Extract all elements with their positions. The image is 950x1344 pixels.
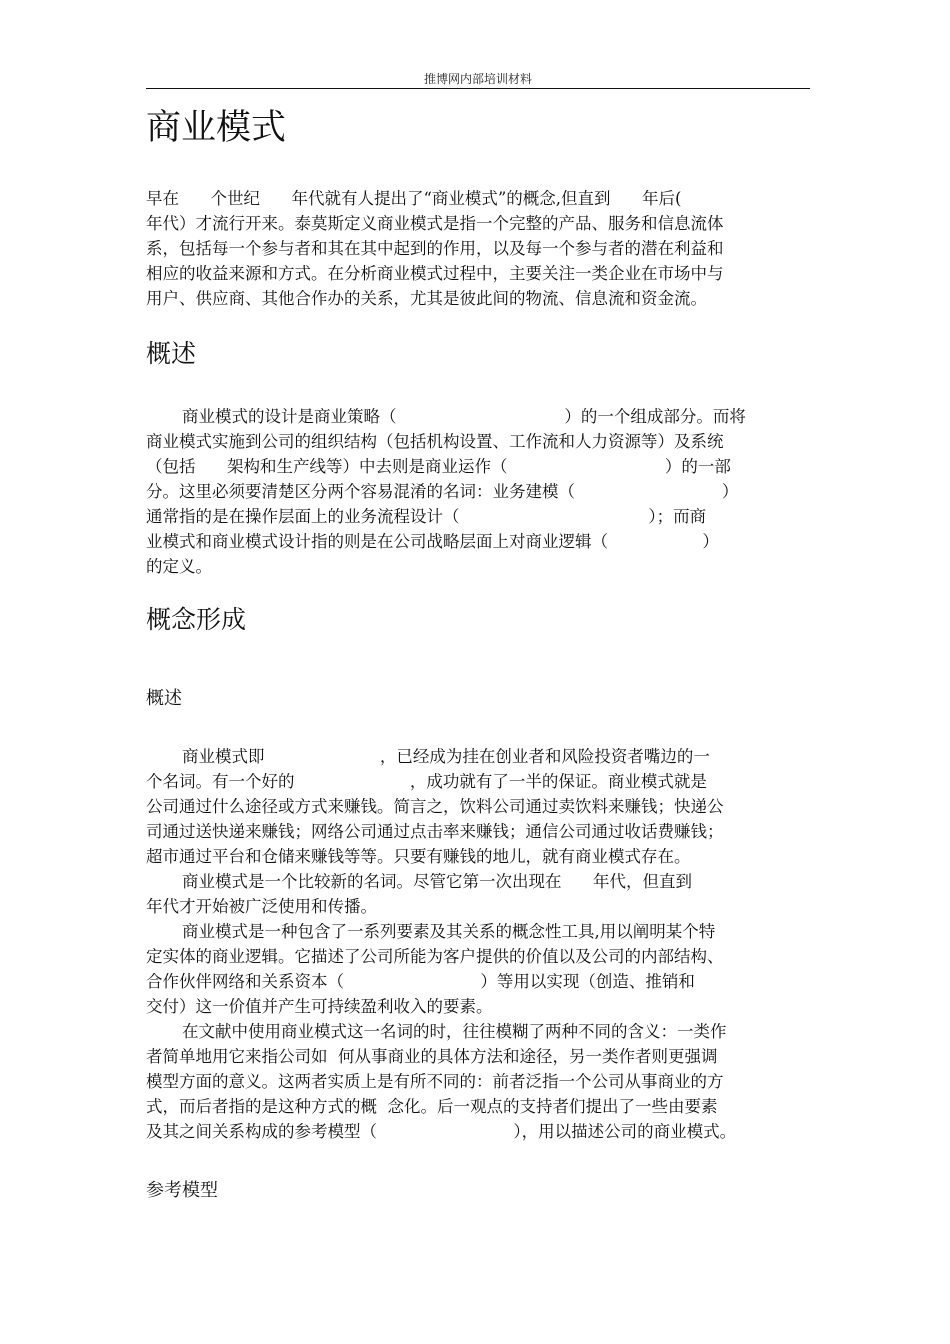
- section-heading-concept: 概念形成: [146, 605, 247, 634]
- text-line: 定实体的商业逻辑。它描述了公司所能为客户提供的价值以及公司的内部结构、: [146, 947, 724, 966]
- page-title: 商业模式: [146, 108, 287, 148]
- section-heading-reference-model: 参考模型: [146, 1180, 218, 1201]
- page-header: 推博网内部培训材料: [423, 72, 532, 86]
- section-heading-overview: 概述: [146, 339, 197, 368]
- text-line: 及其之间关系构成的参考模型（ ），用以描述公司的商业模式。: [146, 1122, 737, 1141]
- text-line: 早在 个世纪 年代就有人提出了“商业模式”的概念,但直到 年后(: [146, 189, 682, 208]
- text-line: 司通过送快递来赚钱；网络公司通过点击率来赚钱；通信公司通过收话费赚钱；: [146, 822, 724, 841]
- text-line: 商业模式即 ，已经成为挂在创业者和风险投资者嘴边的一: [182, 747, 710, 766]
- text-line: 用户、供应商、其他合作办的关系，尤其是彼此间的物流、信息流和资金流。: [146, 289, 707, 308]
- text-line: 在文献中使用商业模式这一名词的时，往往模糊了两种不同的含义：一类作: [182, 1022, 727, 1041]
- text-line: 公司通过什么途径或方式来赚钱。简言之，饮料公司通过卖饮料来赚钱；快递公: [146, 797, 724, 816]
- intro-paragraph: [146, 186, 810, 311]
- text-line: 业模式和商业模式设计指的则是在公司战略层面上对商业逻辑（ ）: [146, 532, 719, 551]
- text-line: 式，而后者指的是这种方式的概 念化。后一观点的支持者们提出了一些由要素: [146, 1097, 718, 1116]
- text-line: 超市通过平台和仓储来赚钱等等。只要有赚钱的地儿，就有商业模式存在。: [146, 847, 691, 866]
- text-line: 合作伙伴网络和关系资本（ ）等用以实现（创造、推销和: [146, 972, 695, 991]
- text-line: 年代才开始被广泛使用和传播。: [146, 897, 377, 916]
- text-line: 的定义。: [146, 557, 212, 576]
- text-line: 商业模式是一种包含了一系列要素及其关系的概念性工具,用以阐明某个特: [182, 922, 716, 941]
- text-line: 模型方面的意义。这两者实质上是有所不同的：前者泛指一个公司从事商业的方: [146, 1072, 724, 1091]
- text-line: 商业模式的设计是商业策略（ ）的一个组成部分。而将: [182, 407, 746, 426]
- text-line: （包括 架构和生产线等）中去则是商业运作（ ）的一部: [146, 457, 731, 476]
- text-line: 相应的收益来源和方式。在分析商业模式过程中，主要关注一类企业在市场中与: [146, 264, 724, 283]
- text-line: 商业模式是一个比较新的名词。尽管它第一次出现在 年代，但直到: [182, 872, 692, 891]
- text-line: 系，包括每一个参与者和其在其中起到的作用，以及每一个参与者的潜在利益和: [146, 239, 724, 258]
- text-line: 年代）才流行开来。泰莫斯定义商业模式是指一个完整的产品、服务和信息流体: [146, 214, 724, 233]
- text-line: 分。这里必须要清楚区分两个容易混淆的名词：业务建模（ ）: [146, 482, 739, 501]
- subheading-overview: 概述: [146, 688, 182, 709]
- text-line: 者简单地用它来指公司如 何从事商业的具体方法和途径，另一类作者则更强调: [146, 1047, 718, 1066]
- text-line: 个名词。有一个好的 ，成功就有了一半的保证。商业模式就是: [146, 772, 707, 791]
- header-divider: [146, 88, 810, 89]
- text-line: 交付）这一价值并产生可持续盈利收入的要素。: [146, 997, 493, 1016]
- text-line: 商业模式实施到公司的组织结构（包括机构设置、工作流和人力资源等）及系统: [146, 432, 724, 451]
- overview-paragraph: [146, 404, 810, 579]
- concept-paragraph: [146, 744, 810, 1144]
- text-line: 通常指的是在操作层面上的业务流程设计（ ）；而商: [146, 507, 707, 526]
